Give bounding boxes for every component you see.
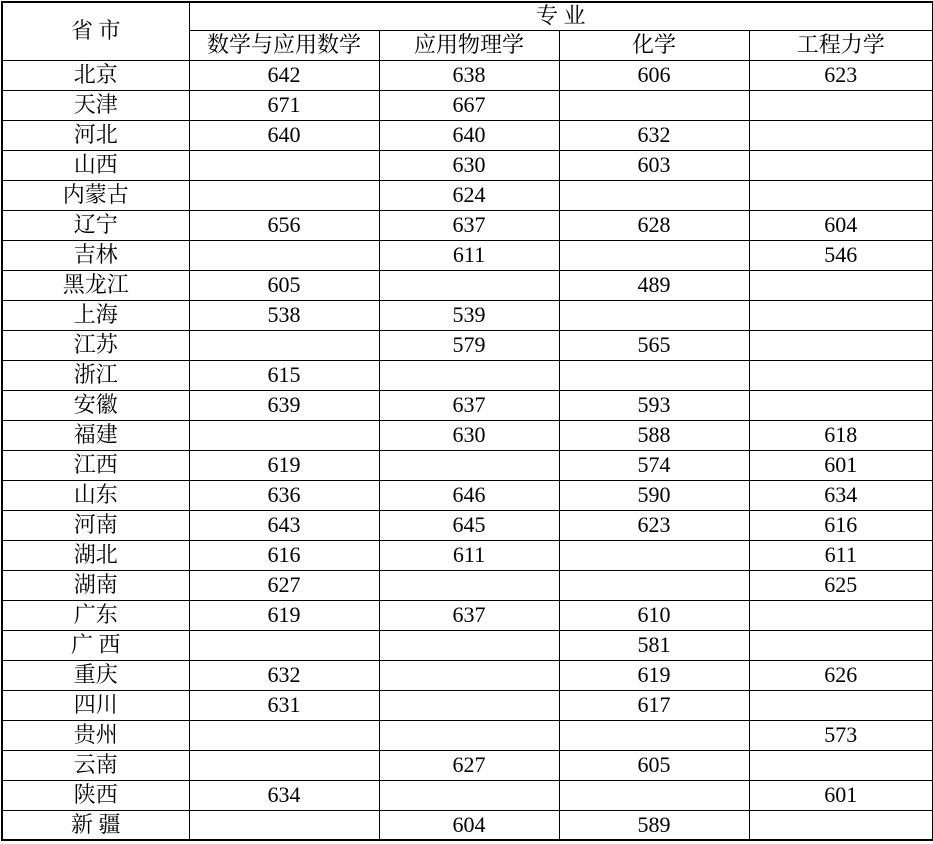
score-cell <box>379 690 559 720</box>
table-row <box>2 810 933 840</box>
score-cell: 642 <box>189 60 379 90</box>
score-cell: 604 <box>379 810 559 840</box>
score-cell: 640 <box>189 120 379 150</box>
table-row <box>2 420 933 450</box>
score-cell: 616 <box>189 540 379 570</box>
score-cell <box>749 180 933 210</box>
table-row <box>2 300 933 330</box>
score-cell: 671 <box>189 90 379 120</box>
table-row <box>2 480 933 510</box>
table-row <box>2 540 933 570</box>
score-cell: 623 <box>749 60 933 90</box>
score-cell: 615 <box>189 360 379 390</box>
score-cell: 630 <box>379 150 559 180</box>
province-cell: 新 疆 <box>2 810 189 840</box>
table-row <box>2 690 933 720</box>
score-cell: 618 <box>749 420 933 450</box>
table-row <box>2 120 933 150</box>
score-cell: 632 <box>559 120 749 150</box>
table-row <box>2 150 933 180</box>
table-row <box>2 450 933 480</box>
score-cell: 632 <box>189 660 379 690</box>
score-cell <box>189 810 379 840</box>
province-cell: 北京 <box>2 60 189 90</box>
score-cell: 638 <box>379 60 559 90</box>
score-cell: 611 <box>379 240 559 270</box>
province-cell: 辽宁 <box>2 210 189 240</box>
major-column-header: 数学与应用数学 <box>189 30 379 60</box>
score-cell: 593 <box>559 390 749 420</box>
table-row <box>2 360 933 390</box>
province-cell: 江苏 <box>2 330 189 360</box>
table-row <box>2 180 933 210</box>
province-cell: 浙江 <box>2 360 189 390</box>
score-cell <box>189 180 379 210</box>
score-cell: 619 <box>189 450 379 480</box>
score-cell: 639 <box>189 390 379 420</box>
score-cell <box>379 450 559 480</box>
score-cell: 630 <box>379 420 559 450</box>
table-row <box>2 330 933 360</box>
score-cell <box>559 180 749 210</box>
score-cell: 637 <box>379 390 559 420</box>
score-cell <box>559 540 749 570</box>
score-cell <box>749 630 933 660</box>
table-row <box>2 510 933 540</box>
table-row <box>2 780 933 810</box>
score-cell <box>749 600 933 630</box>
score-cell: 565 <box>559 330 749 360</box>
province-cell: 云南 <box>2 750 189 780</box>
major-column-header: 应用物理学 <box>379 30 559 60</box>
score-cell: 616 <box>749 510 933 540</box>
table-row <box>2 630 933 660</box>
score-cell: 619 <box>189 600 379 630</box>
score-cell: 627 <box>189 570 379 600</box>
score-cell: 603 <box>559 150 749 180</box>
score-cell <box>749 690 933 720</box>
score-cell <box>749 270 933 300</box>
score-cell: 634 <box>189 780 379 810</box>
score-cell: 627 <box>379 750 559 780</box>
score-cell: 579 <box>379 330 559 360</box>
score-cell: 611 <box>749 540 933 570</box>
table-row <box>2 210 933 240</box>
province-cell: 河北 <box>2 120 189 150</box>
score-cell <box>749 120 933 150</box>
score-cell: 637 <box>379 210 559 240</box>
province-cell: 贵州 <box>2 720 189 750</box>
score-cell: 626 <box>749 660 933 690</box>
score-cell: 619 <box>559 660 749 690</box>
province-column-header: 省 市 <box>2 2 189 60</box>
score-cell: 624 <box>379 180 559 210</box>
score-cell: 645 <box>379 510 559 540</box>
province-cell: 广东 <box>2 600 189 630</box>
province-cell: 四川 <box>2 690 189 720</box>
province-cell: 陕西 <box>2 780 189 810</box>
score-cell <box>749 90 933 120</box>
score-cell <box>189 420 379 450</box>
score-cell: 539 <box>379 300 559 330</box>
province-cell: 山东 <box>2 480 189 510</box>
score-cell: 637 <box>379 600 559 630</box>
score-cell: 588 <box>559 420 749 450</box>
score-cell: 623 <box>559 510 749 540</box>
score-cell: 604 <box>749 210 933 240</box>
table-header <box>2 2 933 60</box>
score-cell: 646 <box>379 480 559 510</box>
score-cell: 601 <box>749 450 933 480</box>
score-cell <box>559 90 749 120</box>
score-cell: 605 <box>559 750 749 780</box>
score-cell <box>379 660 559 690</box>
province-cell: 山西 <box>2 150 189 180</box>
score-cell: 581 <box>559 630 749 660</box>
table-row <box>2 240 933 270</box>
score-cell <box>749 360 933 390</box>
table-row <box>2 60 933 90</box>
score-cell <box>379 360 559 390</box>
score-cell <box>749 750 933 780</box>
score-cell <box>189 720 379 750</box>
admission-scores-table <box>1 1 933 841</box>
score-cell: 610 <box>559 600 749 630</box>
province-cell: 湖北 <box>2 540 189 570</box>
province-cell: 吉林 <box>2 240 189 270</box>
table-row <box>2 600 933 630</box>
score-cell <box>379 270 559 300</box>
table-row <box>2 570 933 600</box>
score-cell: 643 <box>189 510 379 540</box>
score-cell: 590 <box>559 480 749 510</box>
score-cell: 667 <box>379 90 559 120</box>
table-row <box>2 270 933 300</box>
group-header-row <box>2 2 933 30</box>
score-cell <box>559 240 749 270</box>
table-row <box>2 660 933 690</box>
score-cell <box>559 780 749 810</box>
score-cell: 489 <box>559 270 749 300</box>
score-cell <box>749 330 933 360</box>
score-cell: 546 <box>749 240 933 270</box>
province-cell: 江西 <box>2 450 189 480</box>
score-cell: 606 <box>559 60 749 90</box>
score-cell <box>379 630 559 660</box>
score-cell: 589 <box>559 810 749 840</box>
score-cell: 574 <box>559 450 749 480</box>
score-cell <box>559 360 749 390</box>
score-cell <box>559 300 749 330</box>
score-cell: 538 <box>189 300 379 330</box>
province-cell: 内蒙古 <box>2 180 189 210</box>
score-cell <box>559 720 749 750</box>
province-cell: 广 西 <box>2 630 189 660</box>
score-cell: 631 <box>189 690 379 720</box>
score-cell: 640 <box>379 120 559 150</box>
score-cell <box>189 630 379 660</box>
score-cell <box>189 150 379 180</box>
score-cell: 656 <box>189 210 379 240</box>
table-row <box>2 720 933 750</box>
score-cell <box>379 570 559 600</box>
score-cell <box>189 240 379 270</box>
score-cell <box>559 570 749 600</box>
major-column-header: 化学 <box>559 30 749 60</box>
province-cell: 河南 <box>2 510 189 540</box>
score-cell <box>749 300 933 330</box>
score-cell <box>189 330 379 360</box>
table-row <box>2 390 933 420</box>
table-row <box>2 90 933 120</box>
score-cell: 634 <box>749 480 933 510</box>
province-cell: 重庆 <box>2 660 189 690</box>
score-cell <box>379 780 559 810</box>
score-cell <box>749 390 933 420</box>
score-cell <box>749 810 933 840</box>
score-cell: 605 <box>189 270 379 300</box>
major-column-header: 工程力学 <box>749 30 933 60</box>
score-cell <box>379 720 559 750</box>
score-cell: 611 <box>379 540 559 570</box>
table-body <box>2 60 933 840</box>
score-cell <box>749 150 933 180</box>
score-cell: 617 <box>559 690 749 720</box>
province-cell: 黑龙江 <box>2 270 189 300</box>
table-row <box>2 750 933 780</box>
province-cell: 天津 <box>2 90 189 120</box>
score-cell: 636 <box>189 480 379 510</box>
province-cell: 安徽 <box>2 390 189 420</box>
province-cell: 湖南 <box>2 570 189 600</box>
score-cell: 625 <box>749 570 933 600</box>
score-cell: 601 <box>749 780 933 810</box>
province-cell: 福建 <box>2 420 189 450</box>
score-cell <box>189 750 379 780</box>
major-group-header: 专 业 <box>189 2 933 30</box>
score-cell: 573 <box>749 720 933 750</box>
score-cell: 628 <box>559 210 749 240</box>
province-cell: 上海 <box>2 300 189 330</box>
